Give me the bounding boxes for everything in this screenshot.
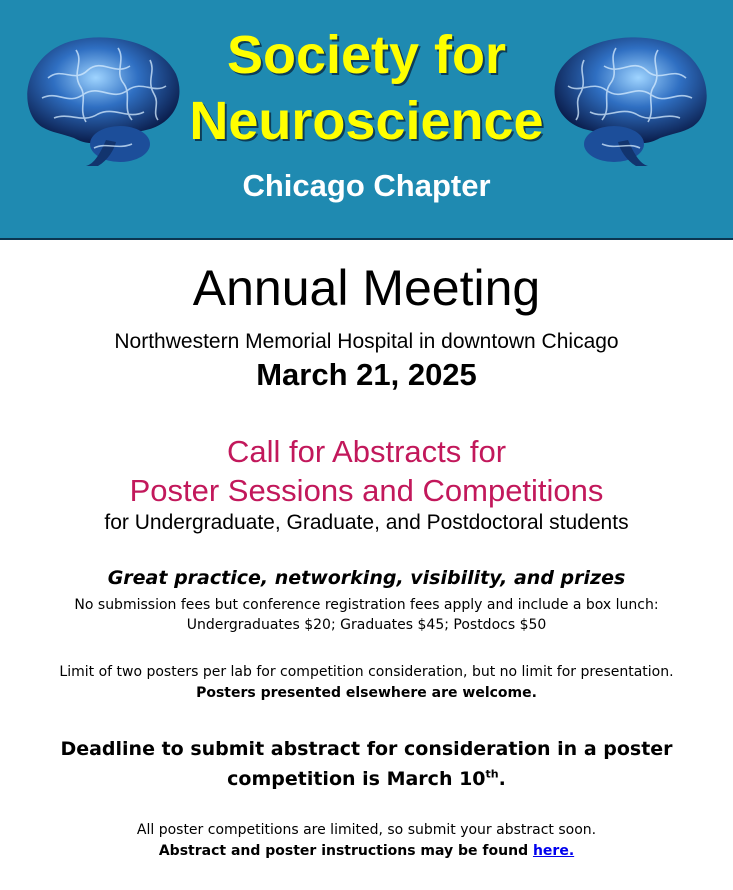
deadline-notice <box>0 734 733 794</box>
chapter-name: Chicago Chapter <box>242 168 491 203</box>
call-for-abstracts-line1: Call for Abstracts for <box>226 434 507 469</box>
fees-line2: Undergraduates $20; Graduates $45; Postdocs $50 <box>186 617 547 633</box>
limited-notice: All poster competitions are limited, so submit your abstract soon. <box>136 822 597 838</box>
instructions-link[interactable]: here. <box>532 843 575 859</box>
deadline-line2-text: competition is March 10 <box>227 768 486 790</box>
deadline-line1: Deadline to submit abstract for consideration in a poster <box>60 738 673 760</box>
deadline-ordinal-suffix: th <box>485 767 499 781</box>
limit-line1: Limit of two posters per lab for competition consideration, but no limit for presentation. <box>59 664 674 680</box>
fees-line1: No submission fees but conference registration fees apply and include a box lunch: <box>74 597 659 613</box>
instructions-text: Abstract and poster instructions may be found <box>158 843 533 859</box>
org-title-line2: Neuroscience <box>189 91 544 151</box>
deadline-line2-end: . <box>498 768 506 790</box>
instructions-line <box>0 841 733 861</box>
limit-line2: Posters presented elsewhere are welcome. <box>196 685 537 701</box>
header-banner <box>0 0 733 240</box>
audience-line: for Undergraduate, Graduate, and Postdoctoral students <box>104 511 629 534</box>
org-title-line1: Society for <box>226 25 507 85</box>
meeting-venue: Northwestern Memorial Hospital in downtown Chicago <box>114 330 619 353</box>
meeting-title: Annual Meeting <box>192 260 541 316</box>
deadline-line2 <box>0 764 733 794</box>
benefits-headline: Great practice, networking, visibility, and prizes <box>107 567 626 589</box>
call-for-abstracts-line2: Poster Sessions and Competitions <box>129 473 604 508</box>
meeting-date: March 21, 2025 <box>256 357 477 392</box>
